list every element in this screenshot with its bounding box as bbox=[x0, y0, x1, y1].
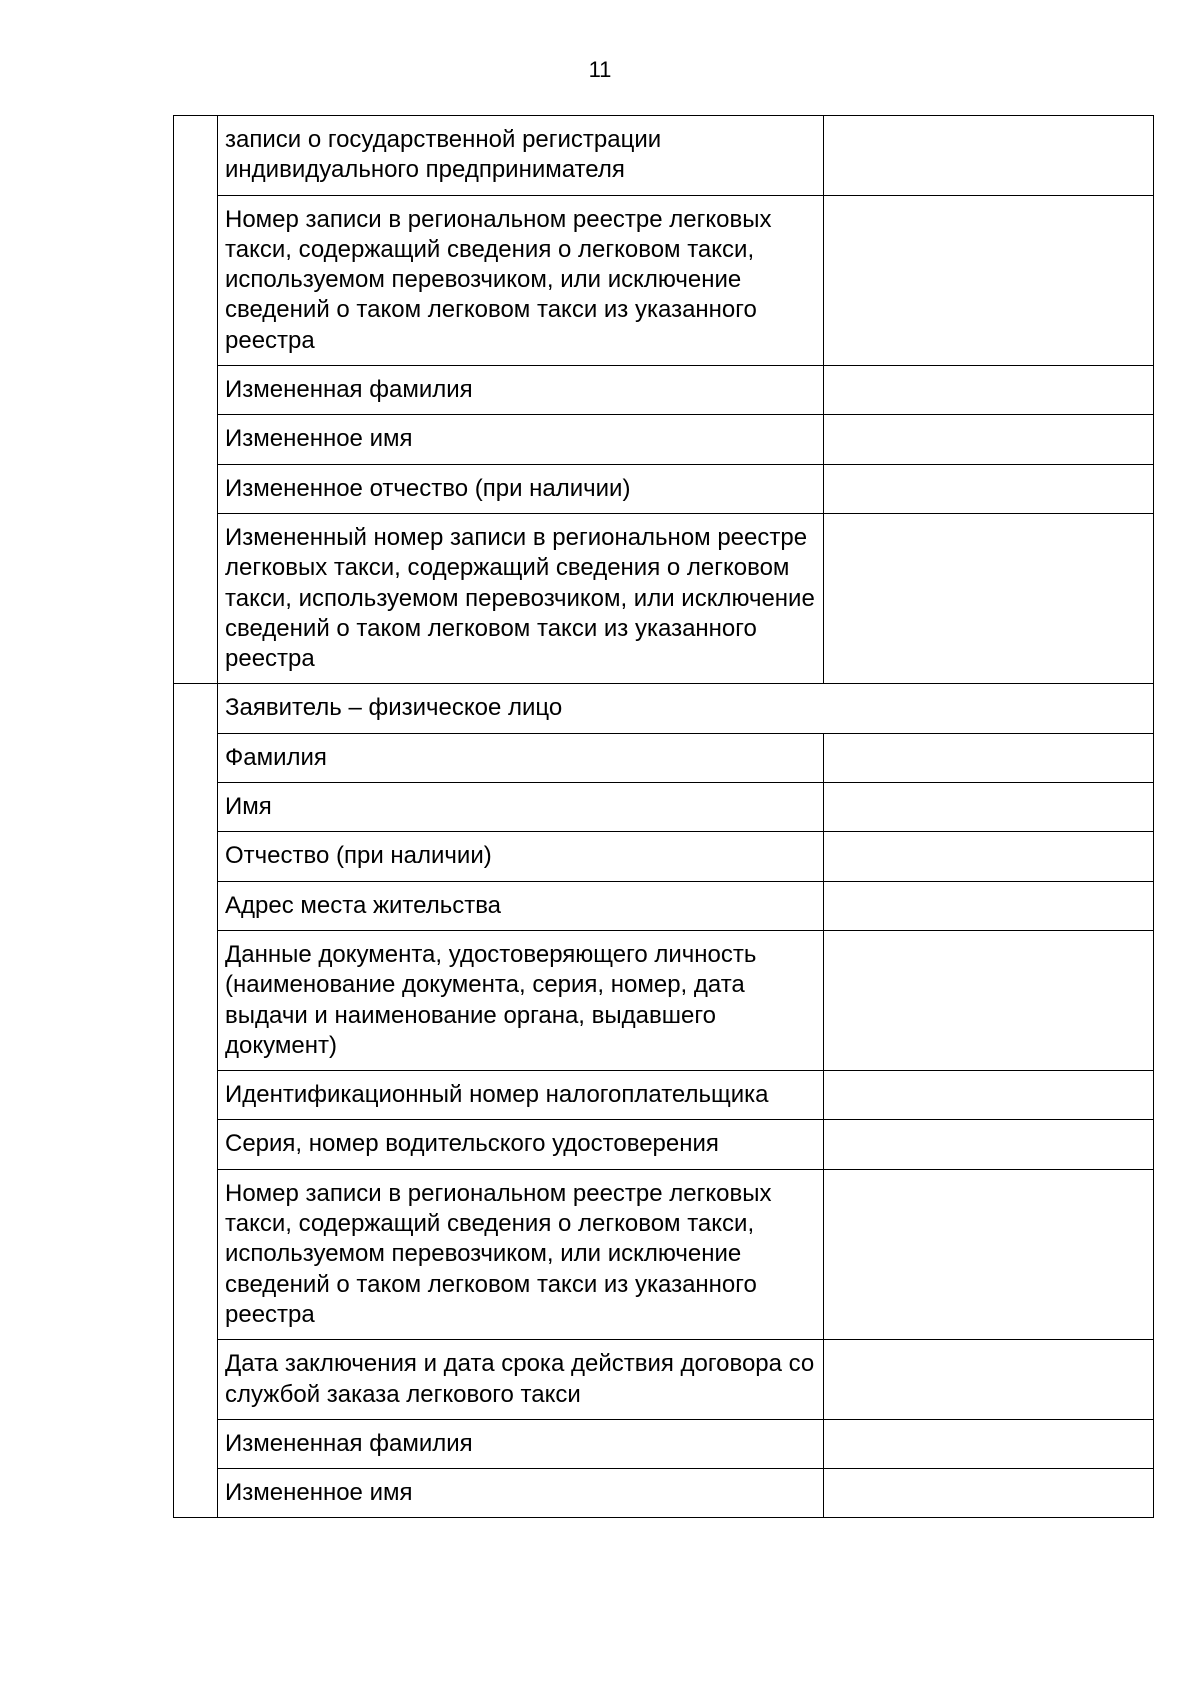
field-value-cell[interactable] bbox=[824, 116, 1154, 196]
field-label: Данные документа, удостоверяющего личность (наименование документа, серия, номер, дата выдачи и наименование органа, выдавшего документ) bbox=[225, 940, 757, 1059]
field-value-cell[interactable] bbox=[824, 881, 1154, 930]
table-row bbox=[174, 415, 1154, 464]
table-row bbox=[174, 366, 1154, 415]
table-row bbox=[174, 513, 1154, 683]
field-label-cell bbox=[218, 1071, 824, 1120]
table-row bbox=[174, 1419, 1154, 1468]
field-label-cell bbox=[218, 464, 824, 513]
field-value-cell[interactable] bbox=[824, 1340, 1154, 1420]
field-label-cell bbox=[218, 783, 824, 832]
field-label: Идентификационный номер налогоплательщика bbox=[225, 1081, 769, 1109]
field-value-cell[interactable] bbox=[824, 415, 1154, 464]
field-label: Измененная фамилия bbox=[225, 376, 473, 404]
field-value-cell[interactable] bbox=[824, 1419, 1154, 1468]
field-label-cell bbox=[218, 1120, 824, 1169]
table-row bbox=[174, 1120, 1154, 1169]
group-number-cell bbox=[174, 116, 218, 684]
field-label: Номер записи в региональном реестре легковых такси, содержащий сведения о легковом такси, используемом перевозчиком, или исключение сведений о таком легковом такси из указанного реестра bbox=[225, 205, 772, 354]
field-value-cell[interactable] bbox=[824, 1169, 1154, 1339]
field-label: Измененный номер записи в региональном реестре легковых такси, содержащий сведения о легковом такси, используемом перевозчиком, или исключение сведений о таком легковом такси из указанного реестра bbox=[225, 523, 815, 673]
field-value-cell[interactable] bbox=[824, 195, 1154, 365]
field-label: Имя bbox=[225, 793, 272, 821]
field-label-cell bbox=[218, 116, 824, 196]
field-value-cell[interactable] bbox=[824, 832, 1154, 881]
field-label-cell bbox=[218, 1469, 824, 1518]
field-label: Адрес места жительства bbox=[225, 891, 502, 919]
field-value-cell[interactable] bbox=[824, 513, 1154, 683]
field-label: Отчество (при наличии) bbox=[225, 842, 492, 870]
table-row bbox=[174, 1169, 1154, 1339]
table-row bbox=[174, 1071, 1154, 1120]
table-row bbox=[174, 881, 1154, 930]
field-label: Дата заключения и дата срока действия договора со службой заказа легкового такси bbox=[225, 1350, 815, 1408]
field-value-cell[interactable] bbox=[824, 464, 1154, 513]
form-table bbox=[173, 115, 1154, 1518]
field-label-cell bbox=[218, 195, 824, 365]
section-header: Заявитель – физическое лицо bbox=[225, 694, 563, 722]
field-value-cell[interactable] bbox=[824, 783, 1154, 832]
field-value-cell[interactable] bbox=[824, 1469, 1154, 1518]
field-label-cell bbox=[218, 366, 824, 415]
field-label: Измененное отчество (при наличии) bbox=[225, 474, 631, 502]
field-label-cell bbox=[218, 930, 824, 1070]
field-label: Измененное имя bbox=[225, 1479, 413, 1507]
field-value-cell[interactable] bbox=[824, 366, 1154, 415]
table-row bbox=[174, 464, 1154, 513]
section-header-row bbox=[174, 684, 1154, 733]
field-label: Фамилия bbox=[225, 743, 327, 771]
field-label: Измененное имя bbox=[225, 425, 413, 453]
field-value-cell[interactable] bbox=[824, 1071, 1154, 1120]
field-label-cell bbox=[218, 1169, 824, 1339]
field-label: Измененная фамилия bbox=[225, 1429, 473, 1457]
table-row bbox=[174, 930, 1154, 1070]
table-row bbox=[174, 832, 1154, 881]
field-label: Номер записи в региональном реестре легковых такси, содержащий сведения о легковом такси, используемом перевозчиком, или исключение сведений о таком легковом такси из указанного реестра bbox=[225, 1179, 772, 1328]
field-label-cell bbox=[218, 832, 824, 881]
field-value-cell[interactable] bbox=[824, 930, 1154, 1070]
table-row bbox=[174, 1469, 1154, 1518]
table-row bbox=[174, 1340, 1154, 1420]
field-label: записи о государственной регистрации индивидуального предпринимателя bbox=[225, 126, 662, 184]
field-value-cell[interactable] bbox=[824, 733, 1154, 782]
field-label-cell bbox=[218, 1340, 824, 1420]
table-row bbox=[174, 783, 1154, 832]
field-label-cell bbox=[218, 881, 824, 930]
field-label-cell bbox=[218, 1419, 824, 1468]
section-header-cell bbox=[218, 684, 1154, 733]
table-row bbox=[174, 195, 1154, 365]
field-label: Серия, номер водительского удостоверения bbox=[225, 1130, 719, 1158]
group-number-cell bbox=[174, 684, 218, 1518]
page-number: 11 bbox=[588, 57, 612, 82]
table-row bbox=[174, 733, 1154, 782]
field-label-cell bbox=[218, 415, 824, 464]
table-row bbox=[174, 116, 1154, 196]
field-label-cell bbox=[218, 513, 824, 683]
field-label-cell bbox=[218, 733, 824, 782]
field-value-cell[interactable] bbox=[824, 1120, 1154, 1169]
